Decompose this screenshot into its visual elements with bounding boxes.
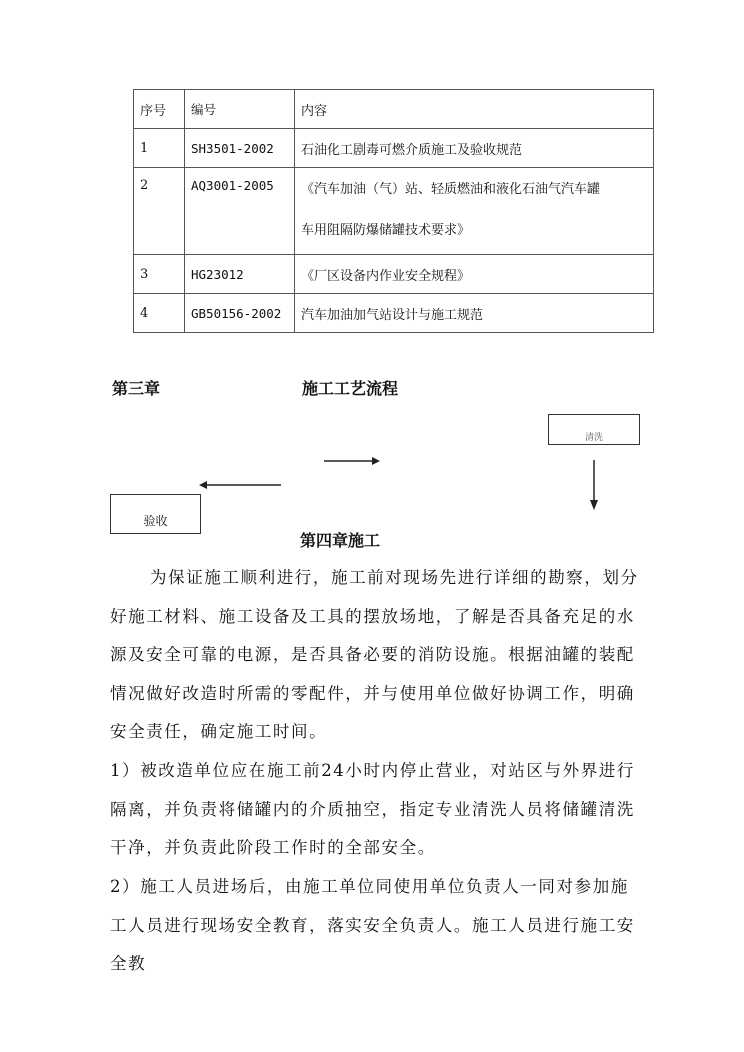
table-row	[134, 168, 654, 255]
row-no: 3	[134, 255, 185, 294]
table-header-row	[134, 90, 654, 129]
header-no: 序号	[134, 90, 185, 129]
flow-box-accept-label: 验收	[143, 514, 168, 528]
table-row	[134, 294, 654, 333]
row-no: 2	[134, 168, 185, 255]
row-content	[295, 168, 654, 255]
header-code: 编号	[185, 90, 295, 129]
chapter3-label: 第三章	[112, 379, 161, 398]
row-content: 汽车加油加气站设计与施工规范	[295, 294, 654, 333]
standards-table	[133, 89, 654, 333]
row-code: GB50156-2002	[185, 294, 295, 333]
paragraph-intro: 为保证施工顺利进行，施工前对现场先进行详细的勘察，划分好施工材料、施工设备及工具的摆放场地，了解是否具备充足的水源及安全可靠的电源，是否具备必要的消防设施。根据油罐的装配情况做好改造时所需的零配件，并与使用单位做好协调工作，明确安全责任，确定施工时间。	[110, 568, 639, 741]
row-content: 石油化工剧毒可燃介质施工及验收规范	[295, 129, 654, 168]
flow-box-clean	[548, 414, 640, 445]
paragraph-step2: 2）施工人员进场后，由施工单位同使用单位负责人一同对参加施工人员进行现场安全教育，落实安全负责人。施工人员进行施工安全教	[110, 877, 635, 973]
row-code: HG23012	[185, 255, 295, 294]
arrow-down-icon	[589, 460, 599, 510]
flow-box-accept	[110, 494, 201, 534]
row-code: SH3501-2002	[185, 129, 295, 168]
paragraph-step1: 1）被改造单位应在施工前24小时内停止营业，对站区与外界进行隔离，并负责将储罐内的介质抽空，指定专业清洗人员将储罐清洗干净，并负责此阶段工作时的全部安全。	[110, 761, 635, 857]
table-row	[134, 255, 654, 294]
row-content-line1: 《汽车加油（气）站、轻质燃油和液化石油气汽车罐	[301, 182, 601, 197]
row-no: 1	[134, 129, 185, 168]
flow-box-clean-label: 清洗	[584, 433, 603, 443]
chapter4-title: 第四章施工	[300, 531, 381, 550]
chapter3-title: 施工工艺流程	[302, 379, 399, 398]
arrow-right-icon	[324, 450, 380, 458]
row-content-line2: 车用阻隔防爆储罐技术要求》	[301, 223, 471, 238]
arrow-left-icon	[199, 474, 281, 482]
row-code: AQ3001-2005	[185, 168, 295, 255]
row-content: 《厂区设备内作业安全规程》	[295, 255, 654, 294]
row-no: 4	[134, 294, 185, 333]
header-content: 内容	[295, 90, 654, 129]
table-row	[134, 129, 654, 168]
